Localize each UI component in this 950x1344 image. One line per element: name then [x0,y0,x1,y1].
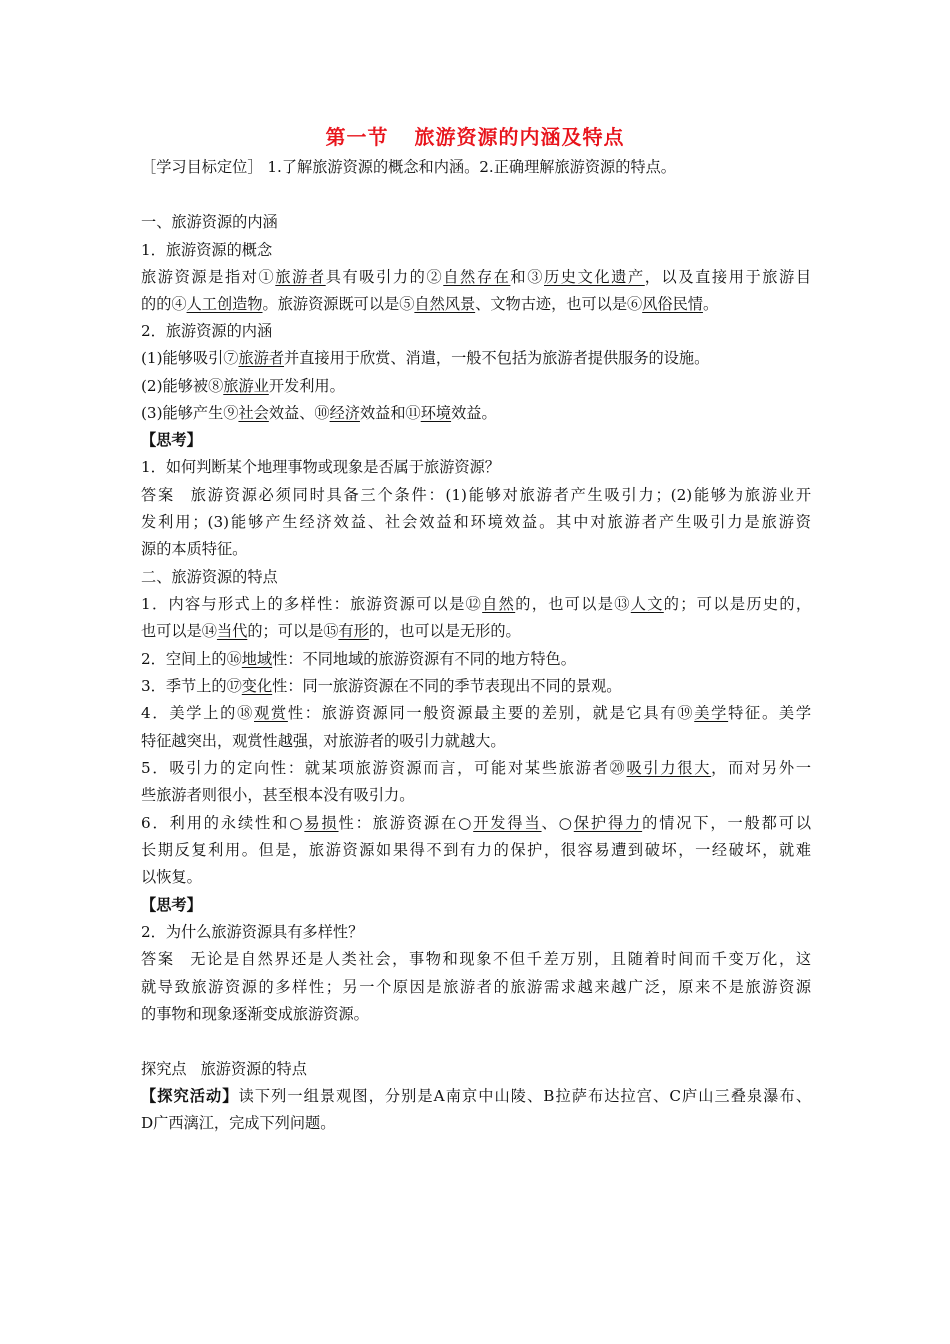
paragraph-line: 也可以是⑭当代的；可以是⑮有形的，也可以是无形的。 [141,622,521,640]
answer-line: 答案 旅游资源必须同时具备三个条件：(1)能够对旅游者产生吸引力；(2)能够为旅游业开 [141,486,812,504]
question: 2．为什么旅游资源具有多样性？ [141,923,364,941]
answer-blank: 保护得力 [573,814,643,832]
answer-blank: 地域 [241,650,273,668]
learning-objective: ［学习目标定位］ 1.了解旅游资源的概念和内涵。2.正确理解旅游资源的特点。 [141,158,676,176]
explore-heading: 探究点 旅游资源的特点 [141,1060,307,1078]
page-title: 第一节 旅游资源的内涵及特点 [325,125,625,149]
answer-blank: 人文 [630,595,664,613]
paragraph-line: 2．空间上的⑯地域性：不同地域的旅游资源有不同的地方特色。 [141,650,576,668]
paragraph-line: 4．美学上的⑱观赏性：旅游资源同一般资源最主要的差别，就是它具有⑲美学特征。美学 [141,704,812,722]
think-label: 【思考】 [141,896,202,914]
answer-line: 答案 无论是自然界还是人类社会，事物和现象不但千差万别，且随着时间而千变万化，这 [141,950,812,968]
answer-blank: 风俗民情 [642,295,703,313]
sub-heading: 1．旅游资源的概念 [141,241,273,259]
answer-blank: 当代 [216,622,248,640]
answer-blank: 易损 [304,814,339,832]
paragraph-line: 3．季节上的⑰变化性：同一旅游资源在不同的季节表现出不同的景观。 [141,677,622,695]
paragraph-line: 长期反复利用。但是，旅游资源如果得不到有力的保护，很容易遭到破坏，一经破坏，就难 [141,841,811,859]
paragraph-line: 以恢复。 [141,868,202,886]
answer-blank: 旅游者 [275,268,326,286]
explore-activity-line: 【探究活动】读下列一组景观图，分别是A南京中山陵、B拉萨布达拉宫、C庐山三叠泉瀑布、 [141,1087,812,1105]
answer-blank: 自然存在 [443,268,511,286]
answer-line: 的事物和现象逐渐变成旅游资源。 [141,1005,369,1023]
answer-blank: 自然 [482,595,516,613]
answer-line: 源的本质特征。 [141,540,248,558]
paragraph-line: 6．利用的永续性和○易损性：旅游资源在○开发得当、○保护得力的情况下，一般都可以 [141,814,812,832]
answer-blank: 开发得当 [473,814,542,832]
list-item: (3)能够产生⑨社会效益、⑩经济效益和⑪环境效益。 [141,404,497,422]
answer-blank: 旅游业 [223,377,269,395]
answer-blank: 观赏 [254,704,288,722]
paragraph-line: 5．吸引力的定向性：就某项旅游资源而言，可能对某些旅游者⑳吸引力很大，而对另外一 [141,759,812,777]
paragraph-line: 1．内容与形式上的多样性：旅游资源可以是⑫自然的，也可以是⑬人文的；可以是历史的， [141,595,812,613]
paragraph-line: 的的④人工创造物。旅游资源既可以是⑤自然风景、文物古迹，也可以是⑥风俗民情。 [141,295,719,313]
answer-blank: 变化 [241,677,273,695]
answer-blank: 旅游者 [238,349,285,367]
answer-blank: 美学 [694,704,729,722]
section-heading: 二、旅游资源的特点 [141,568,278,586]
explore-activity-line: D广西漓江，完成下列问题。 [141,1114,336,1132]
answer-blank: 历史文化遗产 [544,268,645,286]
section-heading: 一、旅游资源的内涵 [141,213,278,231]
answer-blank: 环境 [420,404,452,422]
paragraph-line: 旅游资源是指对①旅游者具有吸引力的②自然存在和③历史文化遗产，以及直接用于旅游目 [141,268,812,286]
answer-blank: 有形 [338,622,369,640]
answer-blank: 社会 [238,404,269,422]
answer-blank: 人工创造物 [186,295,263,313]
paragraph-line: 特征越突出，观赏性越强，对旅游者的吸引力就越大。 [141,732,506,750]
answer-line: 发利用；(3)能够产生经济效益、社会效益和环境效益。其中对旅游者产生吸引力是旅游资 [141,513,811,531]
answer-line: 就导致旅游资源的多样性；另一个原因是旅游者的旅游需求越来越广泛，原来不是旅游资源 [141,978,811,996]
answer-blank: 经济 [329,404,360,422]
sub-heading: 2．旅游资源的内涵 [141,322,273,340]
think-label: 【思考】 [141,431,202,449]
question: 1．如何判断某个地理事物或现象是否属于旅游资源？ [141,458,500,476]
list-item: (2)能够被⑧旅游业开发利用。 [141,377,345,395]
list-item: (1)能够吸引⑦旅游者并直接用于欣赏、消遣，一般不包括为旅游者提供服务的设施。 [141,349,710,367]
answer-blank: 自然风景 [414,295,476,313]
paragraph-line: 些旅游者则很小，甚至根本没有吸引力。 [141,786,415,804]
answer-blank: 吸引力很大 [626,759,712,777]
